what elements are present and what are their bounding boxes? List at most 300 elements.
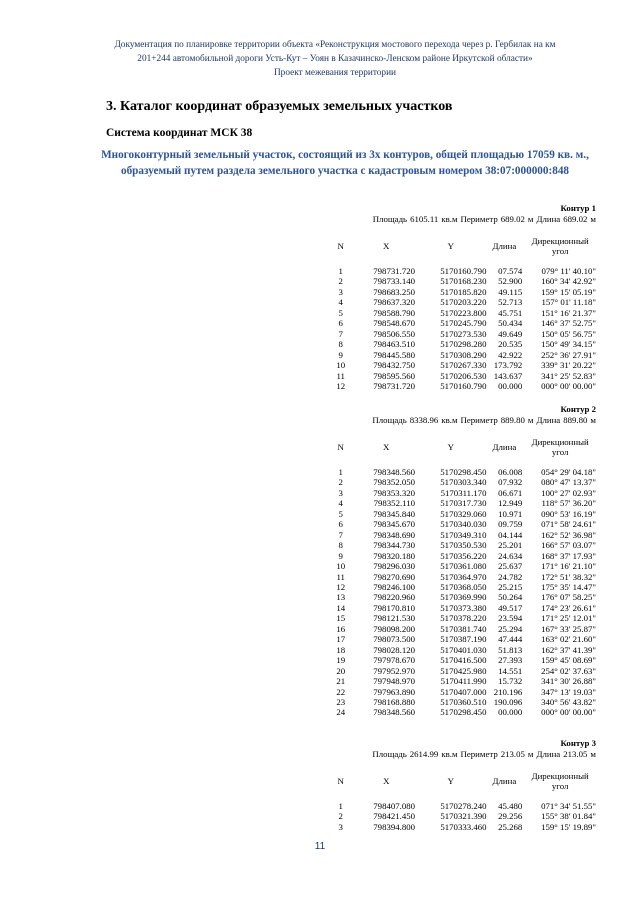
column-header-angle: Дирекционный угол xyxy=(531,236,589,256)
point-number: 2 xyxy=(338,811,343,822)
segment-length: 27.393 xyxy=(498,655,523,666)
column-header-length: Длина xyxy=(492,776,517,786)
header-gap xyxy=(324,791,596,801)
segment-length: 45.751 xyxy=(498,307,523,318)
x-coordinate: 798348.690 xyxy=(373,529,416,540)
y-coordinate: 5170160.790 xyxy=(440,380,487,391)
table-row xyxy=(324,801,596,811)
header-line-1: Документация по планировке территории объекта «Реконструкция мостового перехода через р. Гербилак на км xyxy=(114,40,556,50)
point-number: 13 xyxy=(336,592,346,603)
y-coordinate: 5170411.990 xyxy=(440,676,487,687)
segment-length: 25.294 xyxy=(498,623,523,634)
table-row xyxy=(324,613,596,623)
x-coordinate: 798246.100 xyxy=(373,581,416,592)
column-header-n: N xyxy=(337,442,344,452)
x-coordinate: 798028.120 xyxy=(373,644,416,655)
y-coordinate: 5170329.060 xyxy=(440,508,487,519)
table-row xyxy=(324,655,596,665)
contour-area: 8338.96 xyxy=(409,415,439,425)
segment-length: 07.574 xyxy=(498,266,523,276)
x-coordinate: 798731.720 xyxy=(373,380,416,391)
x-coordinate: 798432.750 xyxy=(373,360,416,371)
x-coordinate: 798296.030 xyxy=(373,561,416,572)
x-coordinate: 798270.690 xyxy=(373,571,416,582)
x-coordinate: 797978.670 xyxy=(373,655,416,666)
y-coordinate: 5170360.510 xyxy=(440,696,487,707)
page-number: 11 xyxy=(314,841,326,852)
y-coordinate: 5170387.190 xyxy=(440,634,487,645)
column-header-x: X xyxy=(383,442,390,452)
x-coordinate: 798731.720 xyxy=(373,266,416,276)
bearing-angle: 168° 37' 17.93" xyxy=(541,550,596,561)
table-row xyxy=(324,707,596,717)
segment-length: 10.971 xyxy=(498,508,523,519)
point-number: 18 xyxy=(336,644,346,655)
table-row xyxy=(324,676,596,686)
contour-perimeter-unit: м xyxy=(527,415,534,425)
segment-length: 49.649 xyxy=(498,328,523,339)
segment-length: 06.008 xyxy=(498,467,523,477)
contour-1-block xyxy=(300,203,596,391)
point-number: 9 xyxy=(338,349,343,360)
segment-length: 14.551 xyxy=(498,665,523,676)
segment-length: 51.813 xyxy=(498,644,523,655)
column-header-angle: Дирекционный угол xyxy=(531,771,589,791)
bearing-angle: 118° 57' 36.20" xyxy=(541,498,596,509)
segment-length: 04.144 xyxy=(498,529,523,540)
bearing-angle: 254° 02' 37.63" xyxy=(541,665,596,676)
bearing-angle: 160° 34' 42.92" xyxy=(541,276,596,287)
segment-length: 143.637 xyxy=(493,370,523,381)
x-coordinate: 798506.550 xyxy=(373,328,416,339)
bearing-angle: 341° 30' 26.88" xyxy=(541,676,596,687)
coordinate-table-header xyxy=(324,771,596,791)
coordinate-table-body xyxy=(324,256,596,391)
point-number: 15 xyxy=(336,613,346,624)
bearing-angle: 000° 00' 00.00" xyxy=(541,707,596,718)
segment-length: 29.256 xyxy=(498,811,523,822)
segment-length: 50.434 xyxy=(498,318,523,329)
bearing-angle: 080° 47' 13.37" xyxy=(541,477,596,488)
segment-length: 210.196 xyxy=(493,686,523,697)
x-coordinate: 798548.670 xyxy=(373,318,416,329)
point-number: 21 xyxy=(336,676,346,687)
point-number: 5 xyxy=(338,508,343,519)
y-coordinate: 5170368.050 xyxy=(440,581,487,592)
table-row xyxy=(324,540,596,550)
table-row xyxy=(324,666,596,676)
contour-summary xyxy=(300,415,596,426)
point-number: 2 xyxy=(338,477,343,488)
point-number: 12 xyxy=(336,380,346,391)
table-row xyxy=(324,582,596,592)
bearing-angle: 146° 37' 52.75" xyxy=(541,318,596,329)
contour-area-label: Площадь xyxy=(372,214,408,224)
coordinate-table-header xyxy=(324,437,596,457)
point-number: 17 xyxy=(336,634,346,645)
document-header xyxy=(70,38,600,81)
x-coordinate: 798463.510 xyxy=(373,339,416,350)
x-coordinate: 798170.810 xyxy=(373,602,416,613)
x-coordinate: 798445.580 xyxy=(373,349,416,360)
column-header-n: N xyxy=(337,776,344,786)
table-row xyxy=(324,822,596,832)
point-number: 24 xyxy=(336,707,346,718)
y-coordinate: 5170416.500 xyxy=(440,655,487,666)
x-coordinate: 797963.890 xyxy=(373,686,416,697)
bearing-angle: 079° 11' 40.10" xyxy=(541,266,596,276)
table-row xyxy=(324,551,596,561)
point-number: 11 xyxy=(336,370,345,381)
bearing-angle: 171° 16' 21.10" xyxy=(541,561,596,572)
table-row xyxy=(324,530,596,540)
column-header-y: Y xyxy=(447,442,454,452)
bearing-angle: 171° 25' 12.01" xyxy=(541,613,596,624)
point-number: 4 xyxy=(338,297,343,308)
bearing-angle: 163° 02' 21.60" xyxy=(541,634,596,645)
table-row xyxy=(324,509,596,519)
table-row xyxy=(324,687,596,697)
y-coordinate: 5170206.530 xyxy=(440,370,487,381)
table-row xyxy=(324,572,596,582)
segment-length: 25.268 xyxy=(498,821,523,832)
y-coordinate: 5170160.790 xyxy=(440,266,487,276)
table-row xyxy=(324,467,596,477)
y-coordinate: 5170298.280 xyxy=(440,339,487,350)
contour-area: 2614.99 xyxy=(409,749,439,759)
table-row xyxy=(324,318,596,328)
spacer xyxy=(324,791,596,801)
table-row xyxy=(324,477,596,487)
parcel-description: Многоконтурный земельный участок, состоящий из 3х контуров, общей площадью 17059 кв. м., образуемый путем раздела земельного участка с кадастровым номером 38:07:000000:848 xyxy=(101,149,589,177)
y-coordinate: 5170311.170 xyxy=(440,487,487,498)
column-header-y: Y xyxy=(447,241,454,251)
segment-length: 24.634 xyxy=(498,550,523,561)
y-coordinate: 5170340.030 xyxy=(440,519,487,530)
point-number: 3 xyxy=(338,286,343,297)
contour-2-block xyxy=(300,404,596,718)
segment-length: 15.732 xyxy=(498,676,523,687)
point-number: 1 xyxy=(338,801,343,811)
contour-length-label: Длина xyxy=(536,214,561,224)
table-row xyxy=(324,624,596,634)
table-row xyxy=(324,276,596,286)
x-coordinate: 798683.250 xyxy=(373,286,416,297)
contour-area: 6105.11 xyxy=(410,214,439,224)
header-gap xyxy=(324,256,596,266)
segment-length: 24.782 xyxy=(498,571,523,582)
header-row xyxy=(324,771,596,791)
segment-length: 00.000 xyxy=(498,380,523,391)
y-coordinate: 5170223.800 xyxy=(440,307,487,318)
y-coordinate: 5170273.530 xyxy=(440,328,487,339)
bearing-angle: 071° 34' 51.55" xyxy=(541,801,596,811)
coordinate-table-body xyxy=(324,791,596,832)
x-coordinate: 798098.200 xyxy=(373,623,416,634)
segment-length: 42.922 xyxy=(498,349,523,360)
bearing-angle: 151° 16' 21.37" xyxy=(541,307,596,318)
point-number: 10 xyxy=(336,561,346,572)
bearing-angle: 252° 36' 27.91" xyxy=(541,349,596,360)
x-coordinate: 798421.450 xyxy=(373,811,416,822)
point-number: 3 xyxy=(338,487,343,498)
table-row xyxy=(324,371,596,381)
y-coordinate: 5170350.530 xyxy=(440,540,487,551)
bearing-angle: 174° 23' 26.61" xyxy=(541,602,596,613)
x-coordinate: 798588.790 xyxy=(373,307,416,318)
bearing-angle: 340° 56' 43.82" xyxy=(541,696,596,707)
x-coordinate: 798073.500 xyxy=(373,634,416,645)
point-number: 5 xyxy=(338,307,343,318)
contour-area-unit: кв.м xyxy=(441,214,458,224)
column-header-y: Y xyxy=(447,776,454,786)
y-coordinate: 5170317.730 xyxy=(440,498,487,509)
bearing-angle: 341° 25' 52.83" xyxy=(541,370,596,381)
bearing-angle: 100° 27' 02.93" xyxy=(541,487,596,498)
point-number: 8 xyxy=(338,540,343,551)
section-title: 3. Каталог координат образуемых земельных участков xyxy=(106,99,453,114)
point-number: 2 xyxy=(338,276,343,287)
table-row xyxy=(324,297,596,307)
bearing-angle: 176° 07' 58.25" xyxy=(541,592,596,603)
table-row xyxy=(324,634,596,644)
segment-length: 00.000 xyxy=(498,707,523,718)
point-number: 14 xyxy=(336,602,346,613)
contour-perimeter: 889.80 xyxy=(500,415,525,425)
point-number: 8 xyxy=(338,339,343,350)
table-row xyxy=(324,287,596,297)
coordinate-table-header xyxy=(324,236,596,256)
bearing-angle: 175° 35' 14.47" xyxy=(541,581,596,592)
contour-length-unit: м xyxy=(590,415,596,425)
y-coordinate: 5170349.310 xyxy=(440,529,487,540)
segment-length: 23.594 xyxy=(498,613,523,624)
table-row xyxy=(324,645,596,655)
point-number: 3 xyxy=(338,821,343,832)
x-coordinate: 798121.530 xyxy=(373,613,416,624)
segment-length: 12.949 xyxy=(498,498,523,509)
contour-length: 213.05 xyxy=(563,749,588,759)
segment-length: 52.713 xyxy=(498,297,523,308)
table-row xyxy=(324,381,596,391)
bearing-angle: 167° 33' 25.87" xyxy=(541,623,596,634)
column-header-length: Длина xyxy=(492,241,517,251)
spacer xyxy=(324,256,596,266)
x-coordinate: 798407.080 xyxy=(373,801,416,811)
point-number: 1 xyxy=(338,467,343,477)
contour-perimeter: 213.05 xyxy=(500,749,525,759)
bearing-angle: 159° 15' 19.89" xyxy=(541,821,596,832)
bearing-angle: 000° 00' 00.00" xyxy=(541,380,596,391)
x-coordinate: 798345.840 xyxy=(373,508,416,519)
y-coordinate: 5170369.990 xyxy=(440,592,487,603)
y-coordinate: 5170381.740 xyxy=(440,623,487,634)
contour-length-unit: м xyxy=(590,749,596,759)
y-coordinate: 5170333.460 xyxy=(440,821,487,832)
contour-length-label: Длина xyxy=(536,415,561,425)
point-number: 6 xyxy=(338,318,343,329)
table-row xyxy=(324,308,596,318)
coordinate-table xyxy=(324,437,596,718)
contour-title: Контур 1 xyxy=(560,203,596,213)
contour-length: 689.02 xyxy=(563,214,588,224)
point-number: 23 xyxy=(336,696,346,707)
spacer xyxy=(324,457,596,467)
segment-length: 09.759 xyxy=(498,519,523,530)
point-number: 7 xyxy=(338,328,343,339)
segment-length: 49.115 xyxy=(498,286,523,297)
table-row xyxy=(324,592,596,602)
x-coordinate: 798733.140 xyxy=(373,276,416,287)
bearing-angle: 159° 15' 05.19" xyxy=(541,286,596,297)
x-coordinate: 797948.970 xyxy=(373,676,416,687)
y-coordinate: 5170278.240 xyxy=(440,801,487,811)
bearing-angle: 347° 13' 19.03" xyxy=(541,686,596,697)
table-row xyxy=(324,360,596,370)
bearing-angle: 054° 29' 04.18" xyxy=(541,467,596,477)
point-number: 20 xyxy=(336,665,346,676)
table-row xyxy=(324,811,596,821)
x-coordinate: 798348.560 xyxy=(373,467,416,477)
y-coordinate: 5170298.450 xyxy=(440,467,487,477)
contour-perimeter-label: Периметр xyxy=(460,415,498,425)
header-line-2: 201+244 автомобильной дороги Усть-Кут – Уоян в Казачинско-Ленском районе Иркутской области» xyxy=(137,54,533,65)
y-coordinate: 5170298.450 xyxy=(440,707,487,718)
x-coordinate: 798353.320 xyxy=(373,487,416,498)
x-coordinate: 798344.730 xyxy=(373,540,416,551)
header-gap xyxy=(324,457,596,467)
contour-area-unit: кв.м xyxy=(441,415,458,425)
segment-length: 07.932 xyxy=(498,477,523,488)
contour-3-block xyxy=(300,738,596,832)
y-coordinate: 5170308.290 xyxy=(440,349,487,360)
segment-length: 25.201 xyxy=(498,540,523,551)
contour-area-unit: кв.м xyxy=(441,749,458,759)
point-number: 10 xyxy=(336,360,346,371)
x-coordinate: 798352.050 xyxy=(373,477,416,488)
x-coordinate: 798595.560 xyxy=(373,370,416,381)
table-row xyxy=(324,697,596,707)
contour-length: 889.80 xyxy=(563,415,588,425)
segment-length: 50.264 xyxy=(498,592,523,603)
table-row xyxy=(324,339,596,349)
y-coordinate: 5170267.330 xyxy=(440,360,487,371)
x-coordinate: 798348.560 xyxy=(373,707,416,718)
table-row xyxy=(324,561,596,571)
column-header-x: X xyxy=(383,241,390,251)
point-number: 6 xyxy=(338,519,343,530)
bearing-angle: 339° 31' 20.22" xyxy=(541,360,596,371)
coordinate-system-title: Система координат МСК 38 xyxy=(106,127,253,139)
segment-length: 47.444 xyxy=(498,634,523,645)
y-coordinate: 5170364.970 xyxy=(440,571,487,582)
x-coordinate: 798637.320 xyxy=(373,297,416,308)
point-number: 9 xyxy=(338,550,343,561)
segment-length: 49.517 xyxy=(498,602,523,613)
bearing-angle: 150° 05' 56.75" xyxy=(541,328,596,339)
contour-perimeter-label: Периметр xyxy=(460,749,498,759)
contour-area-label: Площадь xyxy=(372,749,407,759)
segment-length: 25.215 xyxy=(498,581,523,592)
contour-perimeter: 689.02 xyxy=(500,214,525,224)
bearing-angle: 150° 49' 34.15" xyxy=(541,339,596,350)
point-number: 19 xyxy=(336,655,346,666)
contour-length-unit: м xyxy=(590,214,596,224)
point-number: 16 xyxy=(336,623,346,634)
contour-perimeter-unit: м xyxy=(527,214,534,224)
segment-length: 52.900 xyxy=(498,276,523,287)
table-row xyxy=(324,519,596,529)
segment-length: 190.096 xyxy=(493,696,523,707)
x-coordinate: 798320.180 xyxy=(373,550,416,561)
bearing-angle: 162° 52' 36.98" xyxy=(541,529,596,540)
table-row xyxy=(324,350,596,360)
table-row xyxy=(324,488,596,498)
column-header-angle: Дирекционный угол xyxy=(531,437,589,457)
y-coordinate: 5170401.030 xyxy=(440,644,487,655)
y-coordinate: 5170356.220 xyxy=(440,550,487,561)
bearing-angle: 155° 38' 01.84" xyxy=(541,811,596,822)
x-coordinate: 798394.800 xyxy=(373,821,416,832)
y-coordinate: 5170425.980 xyxy=(440,665,487,676)
coordinate-table-body xyxy=(324,457,596,718)
coordinate-table xyxy=(324,236,596,391)
contour-title: Контур 3 xyxy=(560,738,596,748)
x-coordinate: 797952.970 xyxy=(373,665,416,676)
y-coordinate: 5170361.080 xyxy=(440,561,487,572)
contour-area-label: Площадь xyxy=(372,415,407,425)
table-row xyxy=(324,329,596,339)
point-number: 1 xyxy=(338,266,343,276)
contour-title: Контур 2 xyxy=(560,404,596,414)
y-coordinate: 5170303.340 xyxy=(440,477,487,488)
column-header-x: X xyxy=(383,776,390,786)
y-coordinate: 5170185.820 xyxy=(440,286,487,297)
header-row xyxy=(324,236,596,256)
contour-summary xyxy=(300,214,596,225)
segment-length: 06.671 xyxy=(498,487,523,498)
column-header-n: N xyxy=(337,241,344,251)
y-coordinate: 5170378.220 xyxy=(440,613,487,624)
segment-length: 45.480 xyxy=(498,801,523,811)
x-coordinate: 798352.110 xyxy=(373,498,416,509)
segment-length: 20.535 xyxy=(498,339,523,350)
y-coordinate: 5170373.380 xyxy=(440,602,487,613)
table-row xyxy=(324,498,596,508)
bearing-angle: 071° 58' 24.61" xyxy=(541,519,596,530)
bearing-angle: 090° 53' 16.19" xyxy=(541,508,596,519)
y-coordinate: 5170168.230 xyxy=(440,276,487,287)
point-number: 12 xyxy=(336,581,346,592)
contour-length-label: Длина xyxy=(536,749,561,759)
bearing-angle: 162° 37' 41.39" xyxy=(541,644,596,655)
point-number: 11 xyxy=(336,571,345,582)
point-number: 4 xyxy=(338,498,343,509)
coordinate-table xyxy=(324,771,596,832)
point-number: 22 xyxy=(336,686,346,697)
y-coordinate: 5170321.390 xyxy=(440,811,487,822)
y-coordinate: 5170407.000 xyxy=(440,686,487,697)
column-header-length: Длина xyxy=(492,442,517,452)
bearing-angle: 157° 01' 11.18" xyxy=(541,297,596,308)
table-row xyxy=(324,266,596,276)
contour-summary xyxy=(300,749,596,760)
bearing-angle: 159° 45' 08.69" xyxy=(541,655,596,666)
y-coordinate: 5170245.790 xyxy=(440,318,487,329)
header-row xyxy=(324,437,596,457)
x-coordinate: 798345.670 xyxy=(373,519,416,530)
contour-perimeter-label: Периметр xyxy=(460,214,498,224)
